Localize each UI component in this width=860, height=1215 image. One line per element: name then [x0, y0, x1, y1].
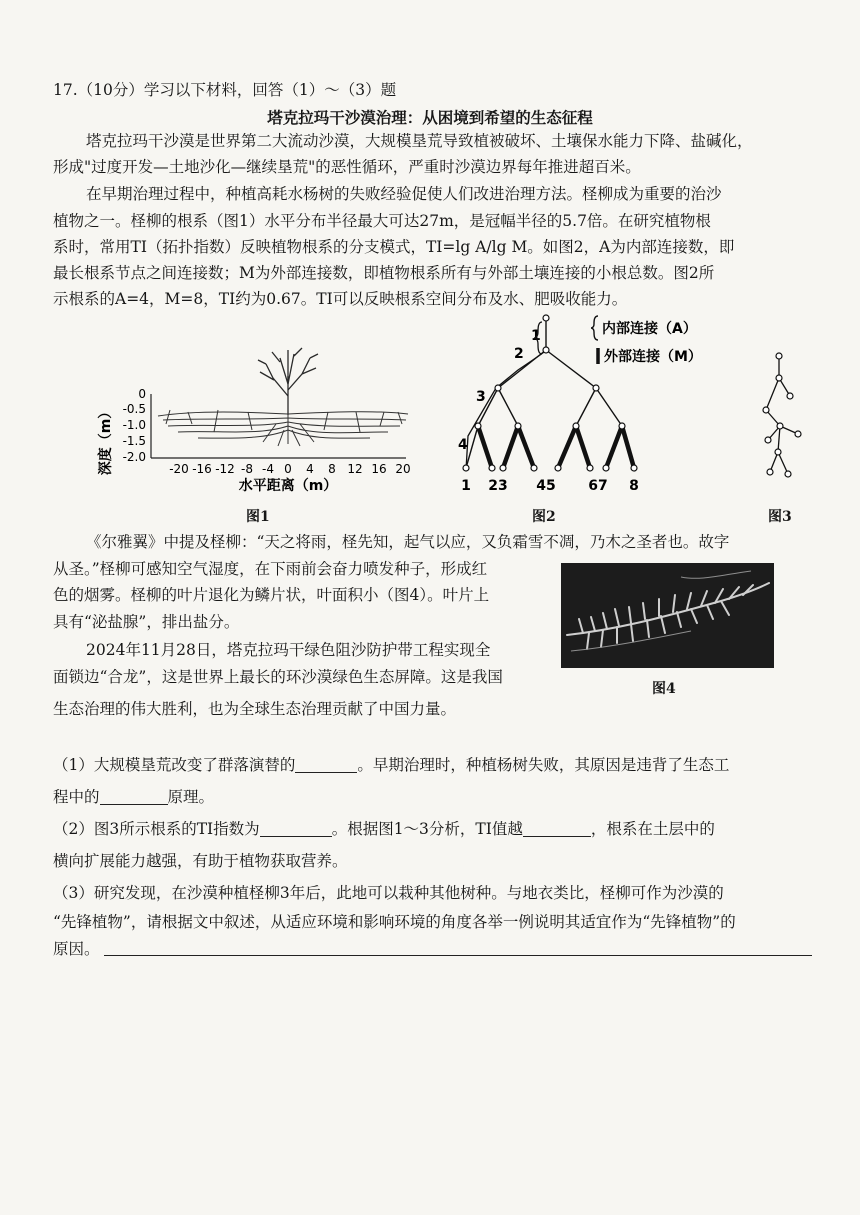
material-title: 塔克拉玛干沙漠治理：从困境到希望的生态征程 [267, 108, 593, 127]
question-2-line [53, 819, 715, 839]
material-p3-line: 《尔雅翼》中提及柽柳：“天之将雨，柽先知，起气以应，又负霜雪不凋，乃木之圣者也。故字 [86, 533, 730, 551]
fig1-ytick: -1.5 [122, 434, 146, 448]
q1-text: 程中的 [53, 788, 100, 806]
q1-text: 。早期治理时，种植杨树失败，其原因是违背了生态工 [357, 756, 730, 774]
fig1-ytick: 0 [138, 387, 146, 401]
fig2-tip-label: 67 [588, 478, 608, 494]
figure-1-root-distribution [88, 340, 423, 495]
fig1-xtick: -16 [192, 462, 212, 476]
fig1-xtick: 20 [395, 462, 411, 476]
figure-2-topology-diagram [448, 308, 738, 498]
tamarisk-tree-icon [258, 348, 318, 415]
fig2-caption: 图2 [532, 509, 556, 525]
material-p1-line: 塔克拉玛干沙漠是世界第二大流动沙漠，大规模垦荒导致植被破坏、土壤保水能力下降、盐碱化， [86, 132, 753, 150]
q2-answer-blank-2[interactable] [523, 820, 591, 837]
material-p2-line: 系时，常用TI（拓扑指数）反映植物根系的分支模式，TI=lg A/lg M。如图2，A为内部连接数，即 [53, 238, 735, 256]
figure-4-leaf-photo [561, 563, 774, 668]
q2-text: 。根据图1～3分析，TI值越 [331, 820, 523, 838]
fig2-legend-external: 外部连接（M） [604, 349, 702, 365]
root-system-icon [158, 410, 408, 446]
fig2-level-label: 1 [531, 328, 541, 344]
material-p3-line: 具有“泌盐腺”，排出盐分。 [53, 613, 240, 631]
question-2-line: 横向扩展能力越强，有助于植物获取营养。 [53, 852, 348, 870]
q1-text: （1）大规模垦荒改变了群落演替的 [53, 756, 296, 774]
material-p2-line: 在早期治理过程中，种植高耗水杨树的失败经验促使人们改进治理方法。柽柳成为重要的治沙 [86, 185, 722, 203]
fig1-xtick: 4 [306, 462, 314, 476]
fig1-xtick: -4 [262, 462, 274, 476]
fig2-legend-internal: 内部连接（A） [602, 321, 697, 337]
material-p3-line: 从圣。”柽柳可感知空气湿度，在下雨前会奋力喷发种子，形成红 [53, 560, 488, 578]
fig1-xtick: -8 [241, 462, 253, 476]
question-1-line [53, 755, 729, 775]
q2-text: ，根系在土层中的 [590, 820, 715, 838]
fig1-xtick: -20 [169, 462, 189, 476]
question-3-line [53, 939, 100, 959]
fig2-level-label: 2 [514, 346, 524, 362]
fig1-xtick: -12 [215, 462, 235, 476]
q1-text: 原理。 [167, 788, 215, 806]
question-header: 17.（10分）学习以下材料，回答（1）～（3）题 [53, 81, 397, 99]
material-p2-line: 植物之一。柽柳的根系（图1）水平分布半径最大可达27m，是冠幅半径的5.7倍。在研究植物根 [53, 212, 711, 230]
material-p4-line: 面锁边“合龙”，这是世界上最长的环沙漠绿色生态屏障。这是我国 [53, 668, 503, 686]
question-3-line: （3）研究发现，在沙漠种植柽柳3年后，此地可以栽种其他树种。与地衣类比，柽柳可作为沙漠的 [53, 884, 724, 902]
figure-3-root-diagram [750, 348, 810, 498]
fig1-ytick: -0.5 [122, 402, 146, 416]
fig1-xtick: 12 [347, 462, 363, 476]
fig1-xtick: 0 [284, 462, 292, 476]
material-p2-line: 示根系的A=4，M=8，TI约为0.67。TI可以反映根系空间分布及水、肥吸收能力。 [53, 290, 628, 308]
fig2-tip-label: 8 [629, 478, 639, 494]
material-p3-line: 色的烟雾。柽柳的叶片退化为鳞片状，叶面积小（图4）。叶片上 [53, 586, 490, 604]
fig3-caption: 图3 [768, 509, 792, 525]
material-p2-line: 最长根系节点之间连接数；M为外部连接数，即植物根系所有与外部土壤连接的小根总数。图2所 [53, 264, 715, 282]
fig2-tip-label: 23 [488, 478, 508, 494]
question-1-line [53, 787, 214, 807]
q3-answer-blank[interactable] [104, 955, 812, 956]
fig1-xlabel: 水平距离（m） [238, 478, 338, 494]
q1-answer-blank-2[interactable] [100, 788, 168, 805]
fig1-ytick: -1.0 [122, 418, 146, 432]
q3-text: 原因。 [53, 940, 100, 958]
material-p1-line: 形成"过度开发—土地沙化—继续垦荒"的恶性循环，严重时沙漠边界每年推进超百米。 [53, 158, 641, 176]
q1-answer-blank-1[interactable] [295, 756, 357, 773]
fig2-tip-label: 1 [461, 478, 471, 494]
fig1-xtick: 16 [371, 462, 387, 476]
q2-answer-blank-1[interactable] [260, 820, 332, 837]
fig2-level-label: 4 [458, 437, 468, 453]
fig1-ytick: -2.0 [122, 450, 146, 464]
fig1-ylabel: 深度（m） [98, 404, 114, 476]
material-p4-line: 2024年11月28日，塔克拉玛干绿色阻沙防护带工程实现全 [86, 641, 491, 659]
fig2-tip-label: 45 [536, 478, 556, 494]
fig1-caption: 图1 [246, 509, 270, 525]
fig2-level-label: 3 [476, 389, 486, 405]
material-p4-line: 生态治理的伟大胜利，也为全球生态治理贡献了中国力量。 [53, 700, 457, 718]
fig4-caption: 图4 [652, 681, 676, 697]
q2-text: （2）图3所示根系的TI指数为 [53, 820, 260, 838]
question-3-line: “先锋植物”，请根据文中叙述，从适应环境和影响环境的角度各举一例说明其适宜作为“先锋植物”的 [53, 913, 736, 931]
fig1-xtick: 8 [328, 462, 336, 476]
